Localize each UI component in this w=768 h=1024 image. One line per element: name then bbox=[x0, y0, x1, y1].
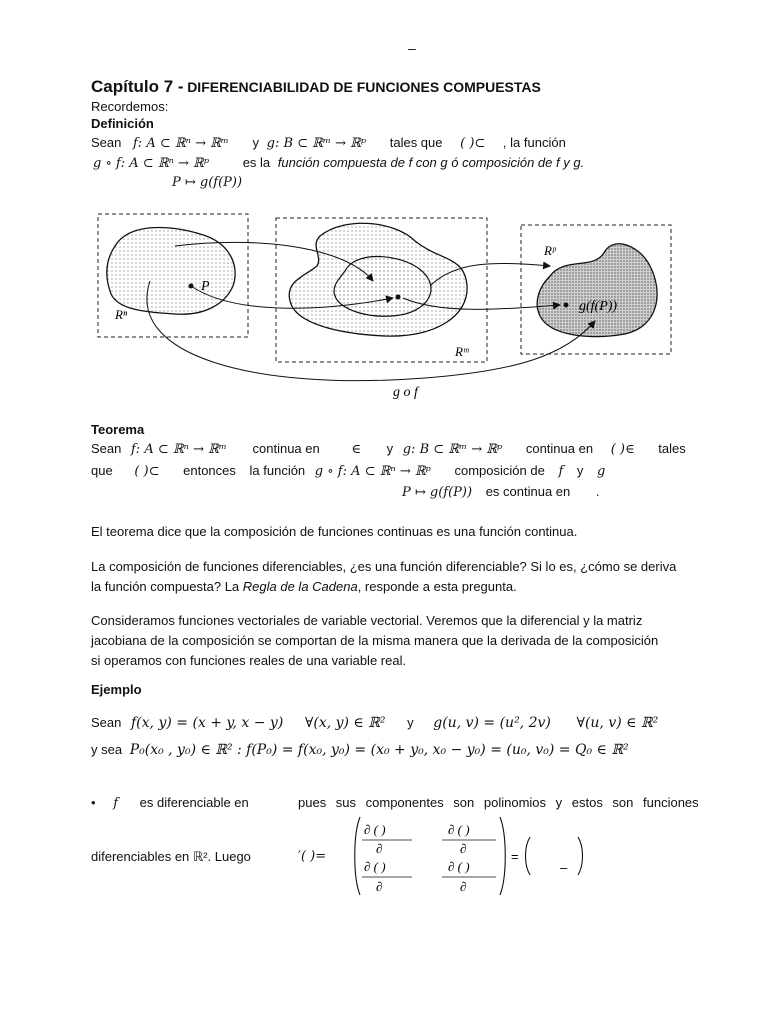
teo-y2: y bbox=[576, 463, 584, 478]
teorema-line3 bbox=[402, 484, 600, 500]
result-dash: – bbox=[560, 860, 568, 875]
definicion-line1 bbox=[91, 135, 566, 151]
ej-forall2: ∀(u, v) ∈ ℝ² bbox=[576, 715, 659, 731]
teo-composicion: composición de bbox=[454, 463, 545, 478]
teo-dot: . bbox=[595, 484, 600, 499]
teo-entonces: entonces bbox=[183, 463, 236, 478]
def-gf-map: g ∘ f: A ⊂ ℝⁿ → ℝᵖ bbox=[93, 156, 210, 171]
ej-ysea: y sea bbox=[91, 742, 123, 757]
ejemplo-heading: Ejemplo bbox=[91, 682, 142, 697]
chapter-topic: DIFERENCIABILIDAD DE FUNCIONES COMPUESTAS bbox=[187, 79, 541, 95]
set-A bbox=[107, 227, 235, 314]
teo-f: f bbox=[558, 464, 564, 479]
jacobian-prime: ′( )= bbox=[298, 849, 327, 864]
recordemos-text: Recordemos: bbox=[91, 99, 169, 114]
m12-den: ∂ bbox=[460, 841, 467, 856]
p2-b2: , responde a esta pregunta. bbox=[357, 579, 517, 594]
teo-lafuncion: la función bbox=[249, 463, 306, 478]
m11-num: ∂ ( ) bbox=[364, 822, 386, 837]
label-P: P bbox=[201, 279, 210, 294]
teo-cont2: continua en bbox=[525, 441, 594, 456]
composition-diagram bbox=[95, 206, 695, 406]
teo-cont1: continua en bbox=[252, 441, 320, 456]
m22-num: ∂ ( ) bbox=[448, 859, 470, 874]
p2-line-a: La composición de funciones diferenciables, ¿es una función diferenciable? Si lo es, ¿cómo se deriva bbox=[91, 559, 677, 574]
label-Rp: Rᵖ bbox=[544, 243, 556, 258]
teo-g: g bbox=[597, 464, 606, 479]
p2-b1: la función compuesta? La bbox=[91, 579, 240, 594]
p3-line-b: jacobiana de la composición se comportan de la misma manera que la derivada de la composición bbox=[91, 633, 659, 648]
definicion-line2 bbox=[93, 155, 584, 171]
definicion-heading: Definición bbox=[91, 116, 154, 131]
m21-den: ∂ bbox=[376, 879, 383, 894]
teorema-line2 bbox=[91, 463, 605, 479]
teo-es-continua: es continua en bbox=[485, 484, 571, 499]
bullet-text-b: pues sus componentes son polinomios y estos son funciones bbox=[298, 795, 699, 810]
teo-gf-map: g ∘ f: A ⊂ ℝⁿ → ℝᵖ bbox=[314, 464, 431, 479]
def-y: y bbox=[252, 135, 259, 150]
teorema-line1 bbox=[91, 441, 686, 457]
teo-sean: Sean bbox=[91, 441, 122, 456]
def-blank-cond: ( )⊂ bbox=[460, 136, 486, 151]
def-g-map: g: B ⊂ ℝᵐ → ℝᵖ bbox=[266, 136, 367, 151]
p3-line-c: si operamos con funciones reales de una variable real. bbox=[91, 653, 407, 668]
bullet-text-a: es diferenciable en bbox=[139, 795, 249, 810]
p3-line-a: Consideramos funciones vectoriales de variable vectorial. Veremos que la diferencial y la matriz bbox=[91, 613, 643, 628]
m22-den: ∂ bbox=[460, 879, 467, 894]
m11-den: ∂ bbox=[376, 841, 383, 856]
def-es-la: es la bbox=[242, 155, 271, 170]
p2-chain-rule: Regla de la Cadena bbox=[242, 579, 358, 594]
label-gfP: g(f(P)) bbox=[579, 299, 618, 314]
teo-tales: tales bbox=[658, 441, 686, 456]
p2-line-b bbox=[91, 577, 713, 597]
ej-point-expr: P₀(x₀ , y₀) ∈ ℝ² : f(P₀) = f(x₀, y₀) = (x₀ + y₀, x₀ − y₀) = (u₀, v₀) = Q₀ ∈ ℝ² bbox=[129, 742, 629, 758]
ejemplo-line1 bbox=[91, 715, 658, 731]
teorema-heading: Teorema bbox=[91, 422, 145, 437]
ej-f-def: f(x, y) = (x + y, x − y) bbox=[131, 715, 284, 731]
def-la-funcion: , la función bbox=[502, 135, 566, 150]
m12-num: ∂ ( ) bbox=[448, 822, 470, 837]
ej-sean: Sean bbox=[91, 715, 122, 730]
bullet-line1 bbox=[91, 795, 249, 811]
teo-f-map: f: A ⊂ ℝⁿ → ℝᵐ bbox=[131, 442, 227, 457]
def-tales-que: tales que bbox=[389, 135, 443, 150]
chapter-label: Capítulo 7 - bbox=[91, 77, 184, 96]
teo-blank1: ( )∈ bbox=[610, 442, 635, 457]
teo-blank2: ( )⊂ bbox=[134, 464, 160, 479]
ejemplo-line2 bbox=[91, 742, 629, 758]
teo-g-map: g: B ⊂ ℝᵐ → ℝᵖ bbox=[402, 442, 503, 457]
ej-y: y bbox=[407, 715, 414, 730]
paragraph-question bbox=[91, 557, 713, 597]
teo-in: ∈ bbox=[351, 442, 361, 457]
def-rule: P ↦ g(f(P)) bbox=[172, 175, 243, 190]
teo-que: que bbox=[91, 463, 113, 478]
bullet-line2: diferenciables en ℝ². Luego bbox=[91, 849, 251, 864]
teo-rule: P ↦ g(f(P)) bbox=[402, 485, 473, 500]
bullet-dot: • bbox=[91, 795, 96, 810]
bullet-f: f bbox=[113, 796, 118, 811]
teo-y: y bbox=[386, 441, 394, 456]
header-mark: – bbox=[408, 40, 416, 56]
matrix-equals: = bbox=[511, 849, 519, 864]
def-desc: función compuesta de f con g ó composición de f y g. bbox=[277, 155, 585, 170]
ej-forall1: ∀(x, y) ∈ ℝ² bbox=[304, 715, 386, 731]
paragraph-vectorial bbox=[91, 611, 713, 671]
m21-num: ∂ ( ) bbox=[364, 859, 386, 874]
label-gof: g o f bbox=[393, 385, 418, 400]
label-Rn: Rⁿ bbox=[115, 307, 128, 322]
page-title bbox=[91, 77, 541, 97]
paragraph-continuity: El teorema dice que la composición de funciones continuas es una función continua. bbox=[91, 524, 578, 539]
ej-g-def: g(u, v) = (u², 2v) bbox=[433, 715, 551, 731]
point-fP bbox=[396, 295, 401, 300]
jacobian-matrix bbox=[350, 815, 590, 897]
label-Rm: Rᵐ bbox=[455, 344, 469, 359]
def-sean: Sean bbox=[91, 135, 122, 150]
def-f-map: f: A ⊂ ℝⁿ → ℝᵐ bbox=[133, 136, 229, 151]
point-gfP bbox=[564, 303, 569, 308]
